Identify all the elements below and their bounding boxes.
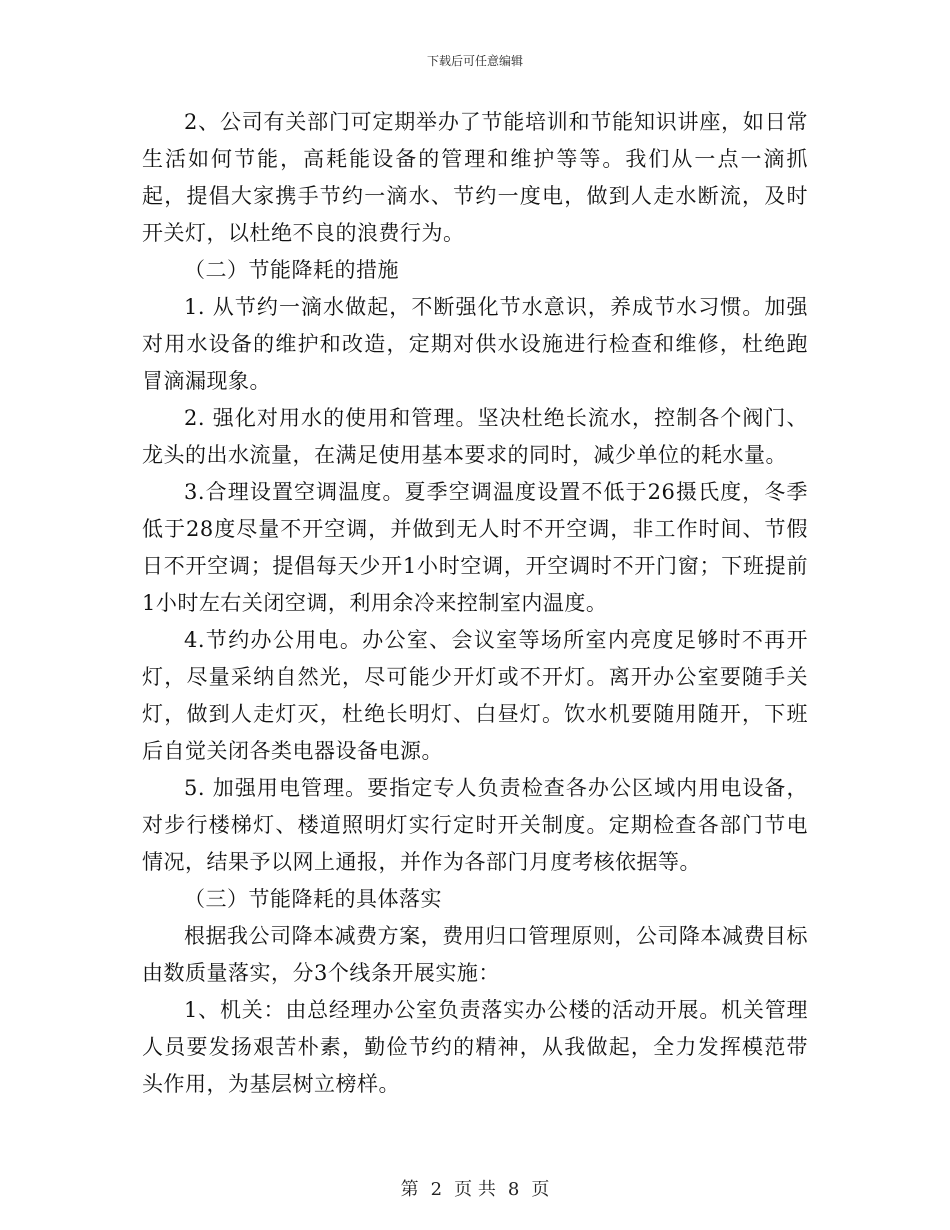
paragraph-power-management: 5. 加强用电管理。要指定专人负责检查各办公区域内用电设备，对步行楼梯灯、楼道照明灯实行定时开关制度。定期检查各部门节电情况，结果予以网上通报，并作为各部门月度考核依据等。 — [142, 776, 808, 874]
page-header: 下载后可任意编辑 — [426, 54, 523, 68]
section-heading-implementation: （三）节能降耗的具体落实 — [184, 887, 442, 911]
paragraph-office-power: 4.节约办公用电。办公室、会议室等场所室内亮度足够时不再开灯，尽量采纳自然光，尽可能少开灯或不开灯。离开办公室要随手关灯，做到人走灯灭，杜绝长明灯、白昼灯。饮水机要随用随开，下班后自觉关闭各类电器设备电源。 — [142, 628, 808, 763]
paragraph-head-office: 1、机关：由总经理办公室负责落实办公楼的活动开展。机关管理人员要发扬艰苦朴素，勤俭节约的精神，从我做起，全力发挥模范带头作用，为基层树立榜样。 — [142, 998, 808, 1096]
paragraph-cost-plan: 根据我公司降本减费方案，费用归口管理原则，公司降本减费目标由数质量落实，分3个线条开展实施： — [142, 924, 808, 985]
section-heading-measures: （二）节能降耗的措施 — [184, 258, 399, 282]
paragraph-water-management: 2. 强化对用水的使用和管理。坚决杜绝长流水，控制各个阀门、龙头的出水流量，在满足使用基本要求的同时，减少单位的耗水量。 — [142, 406, 808, 467]
paragraph-air-conditioning: 3.合理设置空调温度。夏季空调温度设置不低于26摄氏度，冬季低于28度尽量不开空调，并做到无人时不开空调，非工作时间、节假日不开空调；提倡每天少开1小时空调，开空调时不开门窗；下班提前1小时左右关闭空调，利用余冷来控制室内温度。 — [142, 480, 808, 615]
total-pages-number: 8 — [507, 1179, 520, 1200]
page-label-mid: 页 共 — [454, 1179, 496, 1200]
paragraph-training: 2、公司有关部门可定期举办了节能培训和节能知识讲座，如日常生活如何节能，高耗能设备的管理和维护等等。我们从一点一滴抓起，提倡大家携手节约一滴水、节约一度电，做到人走水断流，及时开关灯，以杜绝不良的浪费行为。 — [142, 110, 808, 245]
document-body — [142, 104, 808, 1103]
paragraph-water-saving: 1. 从节约一滴水做起，不断强化节水意识，养成节水习惯。加强对用水设备的维护和改造，定期对供水设施进行检查和维修，杜绝跑冒滴漏现象。 — [142, 295, 808, 393]
page-label-prefix: 第 — [400, 1179, 419, 1200]
current-page-number: 2 — [430, 1179, 443, 1200]
page-label-suffix: 页 — [531, 1179, 550, 1200]
page-footer — [0, 1175, 950, 1201]
